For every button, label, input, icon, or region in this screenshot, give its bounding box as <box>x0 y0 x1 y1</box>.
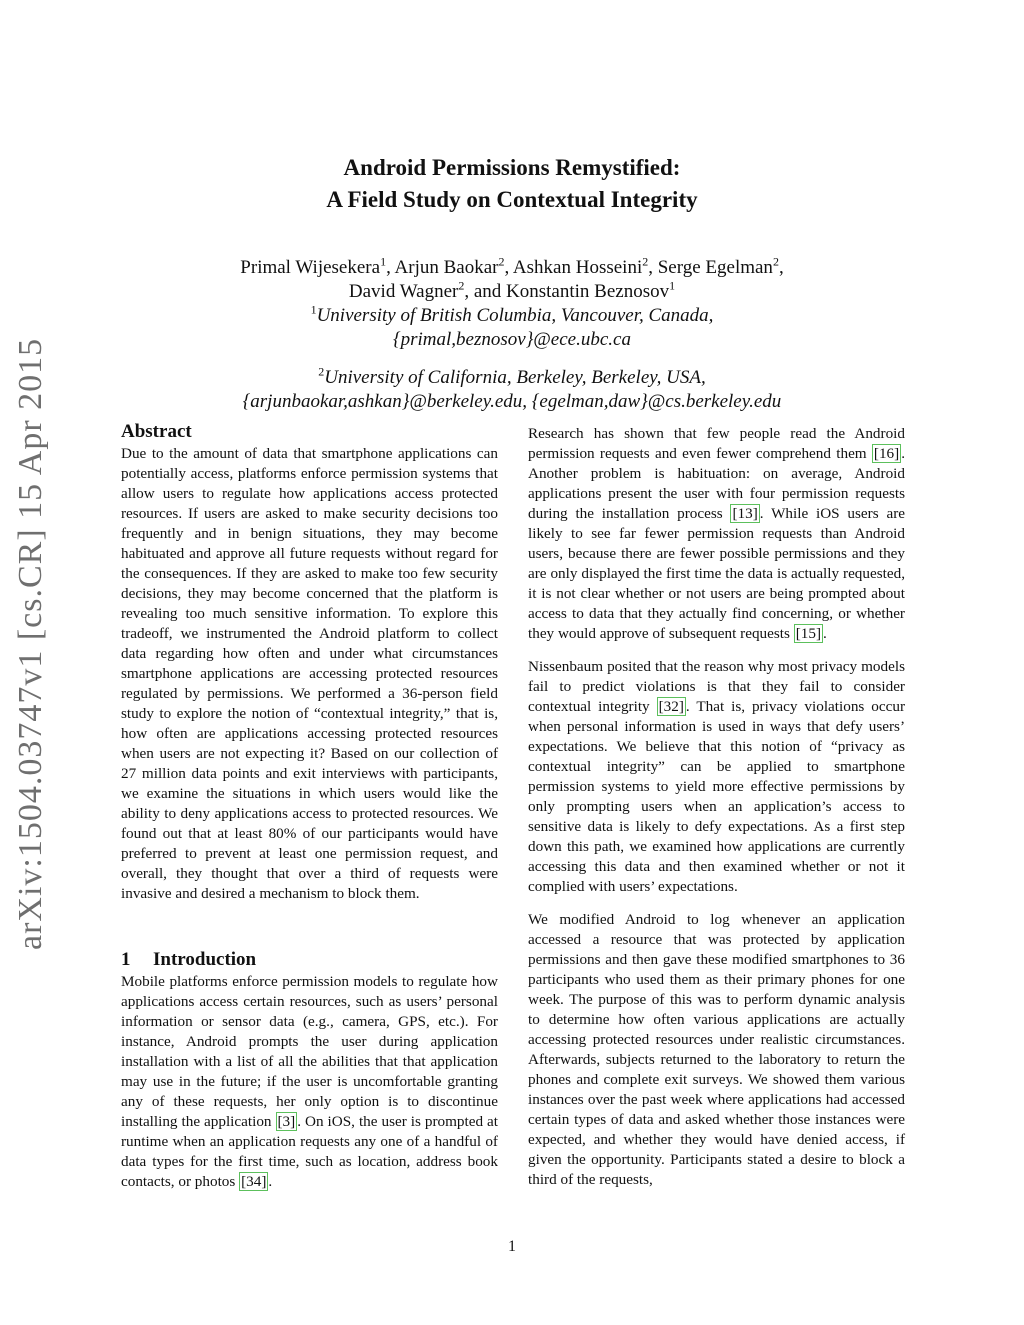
author-name: Arjun Baokar <box>394 257 499 278</box>
title-block <box>0 152 1024 216</box>
author-separator: , <box>648 257 658 278</box>
introduction-heading <box>121 948 498 972</box>
paragraph-text: . On iOS, the user is prompted at runtime when an application requests any one of a handful of data types for the first time, such as location, address book contacts, or photos <box>121 1113 498 1190</box>
paragraph-text: . That is, privacy violations occur when personal information is used in ways that defy users’ expectations. We believe that this notion of “privacy as contextual integrity” can be applied to smartphone permission systems to yield more effective permissions by only prompting users when an application’s access to sensitive data is likely to defy expectations. As a first step down this path, we examined how applications are currently accessing this data and then examined whether or not it complied with users’ expectations. <box>528 698 905 895</box>
author-block <box>0 256 1024 414</box>
paragraph-text: Research has shown that few people read the Android permission requests and even fewer comprehend them <box>528 425 905 462</box>
paper-title-line1: Android Permissions Remystified: <box>343 155 681 180</box>
citation-link[interactable]: [3] <box>277 1113 296 1130</box>
author-name: Primal Wijesekera <box>240 257 381 278</box>
introduction-paragraph <box>121 972 498 1192</box>
author-affil-sup: 2 <box>498 254 505 269</box>
affiliation-sup: 2 <box>318 364 325 379</box>
author-separator: , <box>386 257 395 278</box>
affiliation-name: University of California, Berkeley, Berkeley, USA, <box>324 367 706 388</box>
author-separator: , <box>778 257 784 278</box>
arxiv-identifier-text: arXiv:1504.03747v1 [cs.CR] 15 Apr 2015 <box>12 337 49 950</box>
section-title: Introduction <box>153 949 257 970</box>
citation-link[interactable]: [13] <box>732 505 758 522</box>
affiliation-1 <box>0 304 1024 328</box>
citation-link[interactable]: [34] <box>241 1173 267 1190</box>
citation-link[interactable]: [16] <box>873 445 900 462</box>
section-number: 1 <box>121 949 131 970</box>
affiliation-2 <box>0 366 1024 390</box>
author-name: David Wagner <box>348 281 459 302</box>
author-line-1 <box>0 256 1024 280</box>
affiliation-1-email <box>0 328 1024 352</box>
page-number: 1 <box>508 1238 516 1255</box>
paragraph-text: . Another problem is habituation: on average, Android applications present the user with four permission requests during the installation process <box>528 445 905 522</box>
affiliation-2-email <box>0 390 1024 414</box>
author-name: Ashkan Hosseini <box>512 257 643 278</box>
author-separator: , and <box>464 281 507 302</box>
paragraph-text: . <box>823 625 827 642</box>
paper-title-line2: A Field Study on Contextual Integrity <box>326 187 698 212</box>
affiliation-sup: 1 <box>310 302 317 317</box>
paragraph-text: Mobile platforms enforce permission models to regulate how applications access certain resources, such as users’ personal information or sensor data (e.g., camera, GPS, etc.). For instance, Android prompts the user during application installation with a list of all the abilities that that application may use in the future; if the user is uncomfortable granting any of these requests, her only option is to discontinue installing the application <box>121 973 498 1130</box>
author-name: Serge Egelman <box>657 257 773 278</box>
paragraph-text: . <box>268 1173 273 1190</box>
body-paragraph-1 <box>528 424 905 644</box>
author-name: Konstantin Beznosov <box>506 281 670 302</box>
abstract-text: Due to the amount of data that smartphone applications can potentially access, platforms enforce permission systems that allow users to regulate how applications access protected resources. If users are asked to make security decisions too frequently and in benign situations, they may become habituated and approve all future requests without regard for the consequences. If they are asked to make too few security decisions, they may become concerned that the platform is revealing too much sensitive information. To explore this tradeoff, we instrumented the Android platform to collect data regarding how often and under what circumstances smartphone applications are accessing protected resources regulated by permissions. We performed a 36-person field study to explore the notion of “contextual integrity,” that is, how often are applications accessing protected resources when users are not expecting it? Based on our collection of 27 million data points and exit interviews with participants, we examine the situations in which users would like the ability to deny applications access to protected resources. We found out that at least 80% of our participants would have preferred to prevent at least one permission request, and overall, they thought that over a third of requests were invasive and desired a mechanism to block them. <box>121 445 498 902</box>
email: {arjunbaokar,ashkan}@berkeley.edu, {egelman,daw}@cs.berkeley.edu <box>242 391 782 412</box>
citation-link[interactable]: [15] <box>795 625 822 642</box>
author-affil-sup: 1 <box>669 278 676 293</box>
right-column <box>528 424 905 1190</box>
author-affil-sup: 2 <box>458 278 465 293</box>
author-separator: , <box>504 257 513 278</box>
paragraph-text: Nissenbaum posited that the reason why most privacy models fail to predict violations is that they fail to consider contextual integrity <box>528 658 905 715</box>
abstract-heading: Abstract <box>121 421 192 442</box>
author-line-2 <box>0 280 1024 304</box>
body-paragraph-3: We modified Android to log whenever an application accessed a resource that was protected by application permissions and then gave these modified smartphones to 36 participants who used them as their primary phones for one week. The purpose of this was to perform dynamic analysis to determine how often various applications are actually accessing protected resources under realistic circumstances. Afterwards, subjects returned to the laboratory to return the phones and complete exit surveys. We showed them various instances over the past week where applications had accessed certain types of data and asked whether those instances were expected, and whether they would have denied access, if given the opportunity. Participants stated a desire to block a third of the requests, <box>528 911 905 1188</box>
citation-link[interactable]: [32] <box>658 698 684 715</box>
affiliation-name: University of British Columbia, Vancouver, Canada, <box>316 305 714 326</box>
author-affil-sup: 2 <box>772 254 779 269</box>
author-affil-sup: 1 <box>380 254 387 269</box>
email: {primal,beznosov}@ece.ubc.ca <box>393 329 631 350</box>
body-paragraph-2 <box>528 657 905 897</box>
paragraph-text: . While iOS users are likely to see far fewer permission requests than Android users, because there are fewer possible permissions and they are only displayed the first time the data is actually requested, it is not clear whether or not users are being prompted about access to data that they actually find concerning, or whether they would approve of subsequent requests <box>528 505 905 642</box>
author-affil-sup: 2 <box>642 254 649 269</box>
left-column <box>121 420 498 1192</box>
